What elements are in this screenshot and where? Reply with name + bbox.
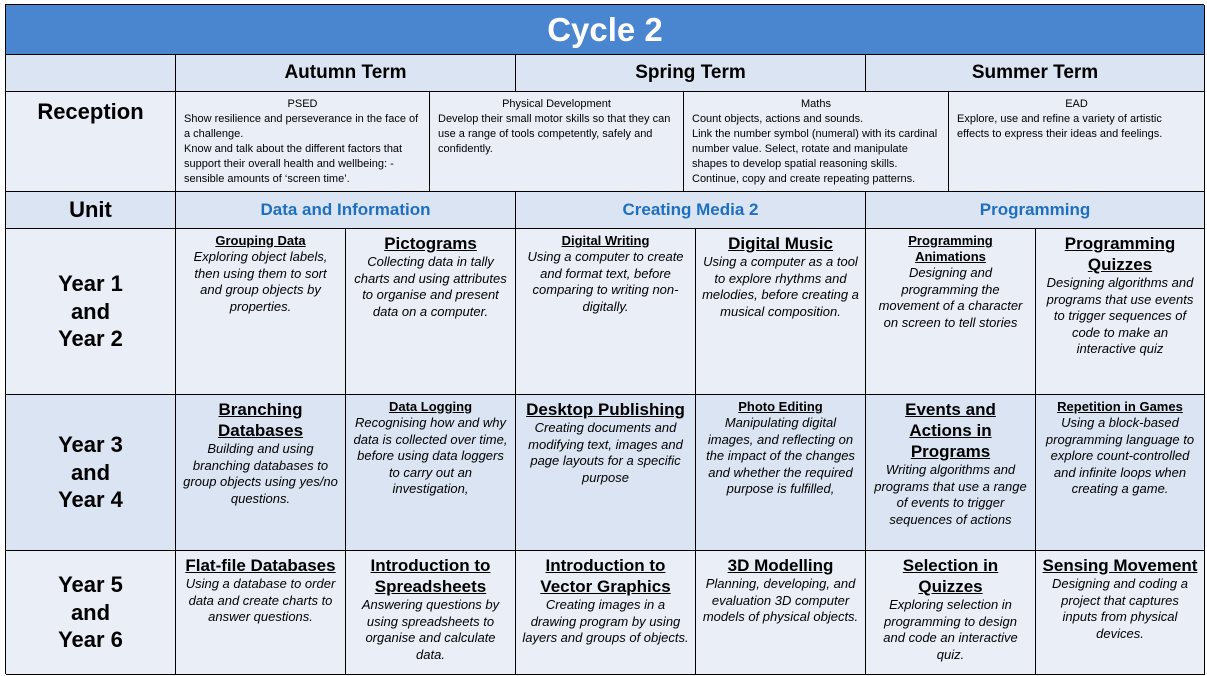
corner-cell	[6, 55, 176, 92]
page-title: Cycle 2	[6, 5, 1205, 55]
area-heading: PSED	[287, 98, 318, 110]
lesson-desktop-publishing: Desktop Publishing Creating documents and modifying text, images and page layouts for a specific purpose	[516, 395, 696, 551]
area-line: Continue, copy and create repeating patterns.	[692, 173, 916, 185]
area-line: Know and talk about the different factors that support their overall health and wellbeing: -sensible amounts of ‘screen time’.	[184, 143, 403, 185]
lesson-photo-editing: Photo Editing Manipulating digital images, and reflecting on the impact of the changes and whether the required purpose is fulfilled,	[696, 395, 866, 551]
lesson-events-actions: Events and Actions in Programs Writing algorithms and programs that use a range of events to trigger sequences of actions	[866, 395, 1036, 551]
reception-area-maths	[684, 92, 949, 192]
area-heading: Physical Development	[502, 98, 611, 110]
area-heading: EAD	[1065, 98, 1088, 110]
lesson-3d-modelling: 3D Modelling Planning, developing, and evaluation 3D computer models of physical objects.	[696, 551, 866, 675]
lesson-sensing-movement: Sensing Movement Designing and coding a project that captures inputs from physical devices.	[1036, 551, 1205, 675]
unit-creating-media: Creating Media 2	[516, 192, 866, 229]
lesson-grouping-data: Grouping Data Exploring object labels, then using them to sort and group objects by properties.	[176, 229, 346, 395]
lesson-intro-vector-graphics: Introduction to Vector Graphics Creating images in a drawing program by using layers and groups of objects.	[516, 551, 696, 675]
term-autumn: Autumn Term	[176, 55, 516, 92]
reception-area-psed	[176, 92, 430, 192]
lesson-digital-writing: Digital Writing Using a computer to create and format text, before comparing to writing non-digitally.	[516, 229, 696, 395]
row-label-reception: Reception	[6, 92, 176, 192]
row-label-year-3-4: Year 3 and Year 4	[6, 395, 176, 551]
curriculum-table	[5, 4, 1204, 674]
lesson-pictograms: Pictograms Collecting data in tally charts and using attributes to organise and present data on a computer.	[346, 229, 516, 395]
row-label-unit: Unit	[6, 192, 176, 229]
lesson-branching-databases: Branching Databases Building and using branching databases to group objects using yes/no questions.	[176, 395, 346, 551]
lesson-repetition-games: Repetition in Games Using a block-based programming language to explore count-controlled and infinite loops when creating a game.	[1036, 395, 1205, 551]
lesson-programming-animations: Programming Animations Designing and programming the movement of a character on screen to tell stories	[866, 229, 1036, 395]
term-summer: Summer Term	[866, 55, 1205, 92]
reception-area-physical	[430, 92, 684, 192]
row-label-year-5-6: Year 5 and Year 6	[6, 551, 176, 675]
lesson-data-logging: Data Logging Recognising how and why data is collected over time, before using data loggers to carry out an investigation,	[346, 395, 516, 551]
lesson-digital-music: Digital Music Using a computer as a tool to explore rhythms and melodies, before creating a musical composition.	[696, 229, 866, 395]
reception-area-ead	[949, 92, 1204, 192]
term-spring: Spring Term	[516, 55, 866, 92]
lesson-intro-spreadsheets: Introduction to Spreadsheets Answering questions by using spreadsheets to organise and calculate data.	[346, 551, 516, 675]
area-line: Develop their small motor skills so that they can use a range of tools competently, safely and confidently.	[438, 113, 671, 155]
unit-data-information: Data and Information	[176, 192, 516, 229]
area-heading: Maths	[801, 98, 831, 110]
lesson-programming-quizzes: Programming Quizzes Designing algorithms and programs that use events to trigger sequences of code to make an interactive quiz	[1036, 229, 1205, 395]
unit-programming: Programming	[866, 192, 1205, 229]
area-line: Count objects, actions and sounds.	[692, 113, 864, 125]
reception-areas	[176, 92, 1205, 192]
area-line: Show resilience and perseverance in the face of a challenge.	[184, 113, 419, 140]
lesson-selection-quizzes: Selection in Quizzes Exploring selection in programming to design and code an interactive quiz.	[866, 551, 1036, 675]
area-line: Link the number symbol (numeral) with its cardinal number value. Select, rotate and manipulate shapes to develop spatial reasoning skills.	[692, 128, 938, 170]
lesson-flat-file-databases: Flat-file Databases Using a database to order data and create charts to answer questions.	[176, 551, 346, 675]
area-line: Explore, use and refine a variety of artistic effects to express their ideas and feelings.	[957, 113, 1163, 140]
row-label-year-1-2: Year 1 and Year 2	[6, 229, 176, 395]
